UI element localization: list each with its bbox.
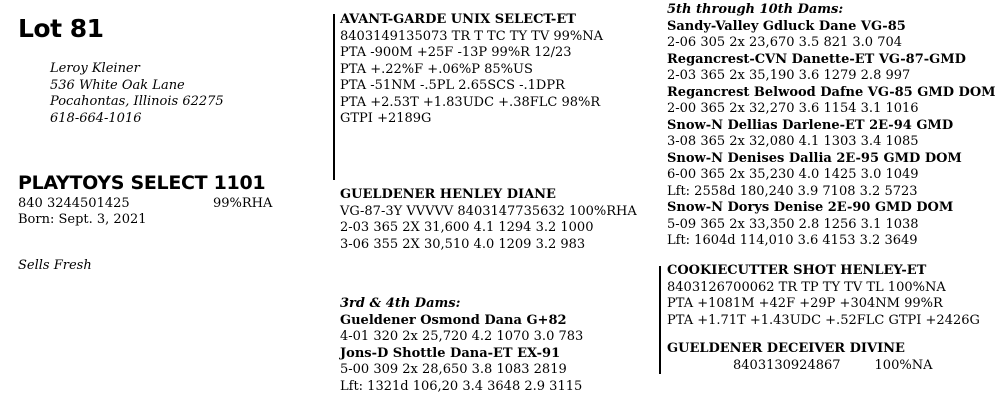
mgd-percent: 100%NA	[874, 357, 933, 373]
maternal-granddam-block	[667, 341, 932, 374]
dam-entry-name: Snow-N Denises Dallia 2E-95 GMD DOM	[667, 150, 962, 166]
dam-entry-line: 2-06 305 2x 23,670 3.5 821 3.0 704	[667, 35, 903, 50]
sire-line: PTA -51NM -.5PL 2.65SCS -.1DPR	[340, 78, 565, 93]
sire-name: AVANT-GARDE UNIX SELECT-ET	[340, 12, 576, 27]
sells-status: Sells Fresh	[18, 258, 92, 273]
sire-line: GTPI +2189G	[340, 111, 432, 126]
dam-entry-line: 5-09 365 2x 33,350 2.8 1256 3.1 1038	[667, 216, 919, 232]
dam-entry-line: 3-08 365 2x 32,080 4.1 1303 3.4 1085	[667, 134, 919, 149]
cow-rha: 99%RHA	[213, 196, 273, 211]
dam-entry-name: Regancrest-CVN Danette-ET VG-87-GMD	[667, 51, 966, 67]
owner-address-line1: 536 White Oak Lane	[50, 77, 185, 93]
cow-name: PLAYTOYS SELECT 1101	[18, 172, 266, 194]
dam-block	[340, 187, 637, 253]
mgs-line: 8403126700062 TR TP TY TV TL 100%NA	[667, 279, 946, 295]
mgs-line: PTA +1.71T +1.43UDC +.52FLC GTPI +2426G	[667, 312, 980, 328]
dam-entry-line: 4-01 320 2x 25,720 4.2 1070 3.0 783	[340, 329, 584, 344]
dam-entry-name: Gueldener Osmond Dana G+82	[340, 312, 567, 328]
dam-entry-line: 6-00 365 2x 35,230 4.0 1425 3.0 1049	[667, 167, 919, 182]
maternal-grandsire-block	[667, 263, 980, 329]
mgd-registration: 8403130924867	[733, 357, 841, 373]
dam-entry-name: Regancrest Belwood Dafne VG-85 GMD DOM	[667, 84, 996, 100]
dam-line: 3-06 355 2X 30,510 4.0 1209 3.2 983	[340, 236, 586, 252]
dams510-header: 5th through 10th Dams:	[667, 2, 844, 17]
cow-born-date: Born: Sept. 3, 2021	[18, 212, 147, 227]
dam-name: GUELDENER HENLEY DIANE	[340, 187, 556, 202]
sire-line: PTA -900M +25F -13P 99%R 12/23	[340, 45, 572, 60]
dam-entry-line: 2-00 365 2x 32,270 3.6 1154 3.1 1016	[667, 101, 919, 116]
dam-entry-name: Sandy-Valley Gdluck Dane VG-85	[667, 18, 906, 34]
mgs-name: COOKIECUTTER SHOT HENLEY-ET	[667, 263, 927, 278]
mgs-bracket-line	[659, 266, 661, 374]
owner-phone: 618-664-1016	[50, 110, 142, 126]
mgd-registration-row	[667, 358, 932, 375]
owner-info	[50, 61, 224, 127]
dam-lifetime-line: Lft: 2558d 180,240 3.9 7108 3.2 5723	[667, 183, 918, 199]
dam-lifetime-line: Lft: 1321d 106,20 3.4 3648 2.9 3115	[340, 378, 583, 394]
owner-name: Leroy Kleiner	[50, 61, 140, 76]
mgd-name: GUELDENER DECEIVER DIVINE	[667, 341, 905, 356]
dam-entry-name: Snow-N Dorys Denise 2E-90 GMD DOM	[667, 200, 954, 215]
dam-entry-name: Snow-N Dellias Darlene-ET 2E-94 GMD	[667, 117, 954, 133]
dam-line: 2-03 365 2X 31,600 4.1 1294 3.2 1000	[340, 220, 594, 235]
dam-entry-line: 2-03 365 2x 35,190 3.6 1279 2.8 997	[667, 68, 911, 83]
dam-line: VG-87-3Y VVVVV 8403147735632 100%RHA	[340, 203, 637, 219]
dam-entry-name: Jons-D Shottle Dana-ET EX-91	[340, 345, 561, 361]
fifth-tenth-dams-block	[667, 2, 996, 250]
third-fourth-dams-block	[340, 296, 583, 395]
sire-block	[340, 12, 603, 128]
sire-line: PTA +.22%F +.06%P 85%US	[340, 61, 533, 77]
dams34-header: 3rd & 4th Dams:	[340, 296, 461, 311]
sire-line: 8403149135073 TR T TC TY TV 99%NA	[340, 28, 604, 44]
dam-entry-line: 5-00 309 2x 28,650 3.8 1083 2819	[340, 362, 567, 377]
sire-line: PTA +2.53T +1.83UDC +.38FLC 98%R	[340, 94, 601, 110]
dam-lifetime-line: Lft: 1604d 114,010 3.6 4153 3.2 3649	[667, 233, 918, 248]
cow-registration: 840 3244501425	[18, 196, 130, 211]
owner-address-line2: Pocahontas, Illinois 62275	[50, 94, 224, 109]
sire-bracket-line	[333, 14, 335, 180]
lot-number: Lot 81	[18, 14, 104, 43]
mgs-line: PTA +1081M +42F +29P +304NM 99%R	[667, 296, 943, 311]
